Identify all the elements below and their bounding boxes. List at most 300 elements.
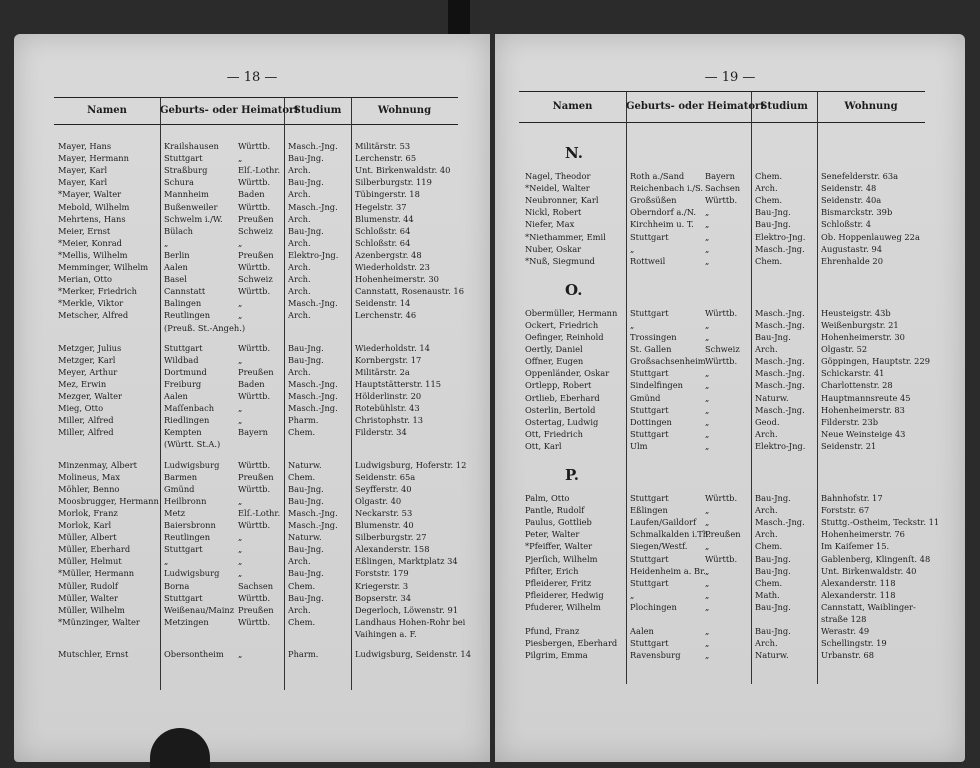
cell-wohnung: Militärstr. 2a xyxy=(355,366,410,377)
cell-land: Württb. xyxy=(238,483,271,494)
table-row xyxy=(14,507,490,519)
cell-wohnung: Forststr. 179 xyxy=(355,568,409,579)
table-header-rule xyxy=(519,122,925,123)
cell-studium: Masch.-Jng. xyxy=(755,368,805,379)
cell-ort: Baiersbronn xyxy=(164,520,216,530)
cell-ort: Kirchheim u. T. xyxy=(630,219,694,230)
cell-name: Piesbergen, Eberhard xyxy=(525,638,618,649)
cell-wohnung: Bahnhofstr. 17 xyxy=(821,493,883,503)
cell-wohnung: Urbanstr. 68 xyxy=(821,650,875,661)
cell-land: „ xyxy=(238,403,243,414)
table-row xyxy=(14,616,490,628)
cell-name: Mayer, Karl xyxy=(58,177,108,188)
cell-ort: Stuttgart xyxy=(164,153,203,164)
cell-land: Elſ.-Lothr. xyxy=(238,165,281,176)
cell-land: „ xyxy=(705,368,710,379)
cell-land: „ xyxy=(238,237,243,248)
cell-name: Pfleiderer, Fritz xyxy=(525,577,592,588)
cell-studium: Arch. xyxy=(755,505,778,516)
cell-land: „ xyxy=(238,298,243,309)
header-namen: Namen xyxy=(87,105,127,116)
cell-wohnung: Seidenstr. 21 xyxy=(821,440,877,451)
cell-ort: Bußenweiler xyxy=(164,201,218,212)
cell-land: Württb. xyxy=(238,459,271,470)
table-header-rule xyxy=(54,124,458,125)
cell-wohnung: Seyfferstr. 40 xyxy=(355,483,412,494)
cell-wohnung: Tübingerstr. 18 xyxy=(355,189,420,200)
cell-land: „ xyxy=(705,207,710,218)
cell-studium: Arch. xyxy=(288,274,311,285)
cell-studium: Arch. xyxy=(288,213,311,224)
cell-wohnung: Hauptmannsreute 45 xyxy=(821,392,911,403)
cell-ort: „ xyxy=(630,589,635,600)
cell-wohnung: Seidenstr. 14 xyxy=(355,298,411,309)
cell-ort: Eßlingen xyxy=(630,505,668,516)
cell-name: *Meier, Konrad xyxy=(58,237,122,248)
cell-land: Preußen xyxy=(238,604,274,615)
cell-land: „ xyxy=(705,255,710,266)
table-row xyxy=(14,225,490,237)
table-row xyxy=(14,648,490,660)
cell-ort: Stuttgart xyxy=(630,307,669,318)
cell-name: Ockert, Friedrich xyxy=(525,319,599,330)
cell-ort: Dortmund xyxy=(164,366,207,377)
cell-studium: Arch. xyxy=(755,344,778,355)
cell-studium: Chem. xyxy=(288,616,316,627)
cell-name: Palm, Otto xyxy=(525,493,570,503)
cell-ort: Stuttgart xyxy=(164,592,203,603)
cell-land: Preußen xyxy=(705,529,741,540)
header-heimatort: Geburts- oder Heimatort xyxy=(626,101,765,112)
cell-ort: Stuttgart xyxy=(630,493,669,503)
cell-ort: Reichenbach i./S. xyxy=(630,183,704,194)
table-row xyxy=(14,580,490,592)
cell-studium: Arch. xyxy=(755,183,778,194)
cell-ort: Kempten xyxy=(164,427,202,438)
cell-name: Morlok, Franz xyxy=(58,507,118,518)
cell-name: Müller, Eberhard xyxy=(58,544,131,555)
cell-name: Osterlin, Bertold xyxy=(525,404,596,415)
cell-land: „ xyxy=(705,219,710,230)
cell-studium: Elektro-Jng. xyxy=(288,249,339,260)
cell-land: Württb. xyxy=(238,141,271,151)
table-row xyxy=(14,309,490,321)
cell-name: Mieg, Otto xyxy=(58,403,104,414)
table-row xyxy=(14,164,490,176)
cell-wohnung: Ludwigsburg, Hoferstr. 12 xyxy=(355,459,467,470)
cell-studium: Bau-Jng. xyxy=(288,354,324,365)
cell-name: Pjerſich, Wilhelm xyxy=(525,553,598,564)
cell-ort: Rottweil xyxy=(630,255,666,266)
table-row xyxy=(14,438,490,450)
cell-studium: Masch.-Jng. xyxy=(755,517,805,528)
cell-land: Baden xyxy=(238,189,265,200)
page-number: — 18 — xyxy=(226,70,278,85)
cell-ort: Siegen/Westf. xyxy=(630,541,688,552)
cell-wohnung: Kriegerstr. 3 xyxy=(355,580,409,591)
header-wohnung: Wohnung xyxy=(844,101,898,112)
cell-name: Obermüller, Hermann xyxy=(525,307,618,318)
cell-name: Pantle, Rudolf xyxy=(525,505,585,516)
cell-name: Mayer, Karl xyxy=(58,165,108,176)
cell-wohnung: Gablenberg, Klingenſt. 48 xyxy=(821,553,931,564)
cell-wohnung: Hohenheimerstr. 83 xyxy=(821,404,905,415)
cell-wohnung: Lerchenstr. 65 xyxy=(355,153,417,164)
table-row xyxy=(495,428,965,440)
cell-land: „ xyxy=(705,428,710,439)
cell-ort: Roth a./Sand xyxy=(630,171,685,181)
cell-land: „ xyxy=(238,649,243,659)
cell-studium: Chem. xyxy=(755,195,783,206)
cell-name: Nickl, Robert xyxy=(525,207,582,218)
table-row xyxy=(14,483,490,495)
cell-wohnung: Neue Weinsteige 43 xyxy=(821,428,906,439)
cell-studium: Bau-Jng. xyxy=(288,483,324,494)
table-row xyxy=(495,440,965,452)
cell-ort: Dottingen xyxy=(630,416,672,427)
cell-wohnung: Schickarstr. 41 xyxy=(821,368,885,379)
cell-ort: Ulm xyxy=(630,440,648,451)
cell-wohnung: Seidenstr. 65a xyxy=(355,471,416,482)
cell-studium: Chem. xyxy=(755,255,783,266)
cell-wohnung: Seidenstr. 40a xyxy=(821,195,882,206)
cell-wohnung: Schloßstr. 64 xyxy=(355,225,411,236)
cell-name: *Niethammer, Emil xyxy=(525,231,606,242)
cell-ort: Stuttgart xyxy=(630,553,669,564)
cell-land: Bayern xyxy=(238,427,268,438)
cell-name: *Neidel, Walter xyxy=(525,183,590,194)
cell-land: „ xyxy=(238,354,243,365)
cell-studium: Bau-Jng. xyxy=(288,495,324,506)
section-letter: N. xyxy=(565,144,583,162)
table-row xyxy=(495,218,965,230)
cell-ort: Riedlingen xyxy=(164,415,210,426)
cell-land: Preußen xyxy=(238,213,274,224)
table-row xyxy=(495,577,965,589)
cell-land: Württb. xyxy=(238,391,271,401)
cell-land: Sachsen xyxy=(238,580,274,591)
table-row xyxy=(495,404,965,416)
cell-ort: Straßburg xyxy=(164,165,208,176)
cell-wohnung: Filderstr. 23b xyxy=(821,416,879,427)
cell-wohnung: Hohenheimerstr. 76 xyxy=(821,529,905,540)
cell-wohnung: Wiederholdstr. 14 xyxy=(355,342,430,353)
cell-wohnung: Vaihingen a. F. xyxy=(355,628,417,639)
cell-name: Morlok, Karl xyxy=(58,520,112,530)
cell-studium: Bau-Jng. xyxy=(755,565,791,576)
cell-studium: Masch.-Jng. xyxy=(755,404,805,415)
table-row xyxy=(14,176,490,188)
cell-name: Miller, Alfred xyxy=(58,427,114,438)
cell-land: „ xyxy=(238,556,243,567)
cell-wohnung: Filderstr. 34 xyxy=(355,427,407,438)
cell-ort: Cannstatt xyxy=(164,286,206,297)
cell-wohnung: Werastr. 49 xyxy=(821,626,870,637)
cell-ort: Ludwigsburg xyxy=(164,568,220,579)
cell-name: Müller, Rudolf xyxy=(58,580,119,591)
cell-name: Pfiſter, Erich xyxy=(525,565,579,576)
cell-name: *Münzinger, Walter xyxy=(58,616,140,627)
table-row xyxy=(14,249,490,261)
book-spine xyxy=(448,0,470,34)
cell-name: Peter, Walter xyxy=(525,529,580,540)
table-row xyxy=(495,307,965,319)
cell-studium: Bau-Jng. xyxy=(288,342,324,353)
cell-wohnung: Rotebühlstr. 43 xyxy=(355,403,420,414)
cell-studium: Bau-Jng. xyxy=(288,544,324,555)
cell-studium: Masch.-Jng. xyxy=(755,319,805,330)
cell-ort: Krailshausen xyxy=(164,141,219,151)
cell-land: „ xyxy=(238,495,243,506)
cell-wohnung: Stuttg.-Ostheim, Teckstr. 11 xyxy=(821,517,940,528)
cell-ort: Wildbad xyxy=(164,354,199,365)
header-namen: Namen xyxy=(552,101,593,112)
cell-land: „ xyxy=(705,392,710,403)
table-row xyxy=(495,206,965,218)
cell-ort: Großsachsenheim xyxy=(630,356,706,367)
cell-name: Ott, Karl xyxy=(525,440,562,451)
cell-name: Pilgrim, Emma xyxy=(525,650,588,661)
cell-name: Mayer, Hans xyxy=(58,141,112,151)
table-row xyxy=(14,188,490,200)
cell-ort: Schmalkalden i.Th. xyxy=(630,529,711,540)
cell-name: Nagel, Theodor xyxy=(525,171,591,181)
cell-ort: Stuttgart xyxy=(164,544,203,555)
cell-ort: Sindelfingen xyxy=(630,380,683,391)
cell-ort: Laufen/Gaildorf xyxy=(630,517,697,528)
cell-studium: Chem. xyxy=(288,580,316,591)
cell-land: „ xyxy=(238,310,243,321)
cell-name: *Merker, Friedrich xyxy=(58,286,137,297)
table-row xyxy=(14,322,490,334)
cell-land: Württb. xyxy=(238,177,271,188)
cell-ort: Borna xyxy=(164,580,190,591)
cell-studium: Masch.-Jng. xyxy=(288,378,338,389)
cell-name: Ott, Friedrich xyxy=(525,428,583,439)
table-row xyxy=(495,170,965,182)
table-row xyxy=(14,273,490,285)
cell-land: „ xyxy=(705,565,710,576)
cell-wohnung: Im Kaiſemer 15. xyxy=(821,541,890,552)
table-row xyxy=(495,516,965,528)
table-row xyxy=(14,201,490,213)
cell-land: „ xyxy=(238,544,243,555)
cell-studium: Bau-Jng. xyxy=(755,626,791,637)
cell-ort: (Preuß. St.-Angeh.) xyxy=(164,322,246,333)
cell-name: Niefer, Max xyxy=(525,219,575,230)
table-row xyxy=(14,213,490,225)
cell-land: „ xyxy=(705,589,710,600)
cell-name: Paulus, Gottlieb xyxy=(525,517,592,528)
cell-ort: Reutlingen xyxy=(164,310,211,321)
table-row xyxy=(14,592,490,604)
cell-studium: Geod. xyxy=(755,416,780,427)
cell-land: Württb. xyxy=(238,342,271,353)
cell-name: Pfund, Franz xyxy=(525,626,580,637)
cell-name: Oertly, Daniel xyxy=(525,344,583,355)
cell-studium: Bau-Jng. xyxy=(755,493,791,503)
cell-wohnung: Cannstatt, Waiblinger- xyxy=(821,601,916,612)
cell-ort: Stuttgart xyxy=(630,368,669,379)
table-row xyxy=(495,243,965,255)
table-row xyxy=(495,589,965,601)
cell-wohnung: Hölderlinstr. 20 xyxy=(355,391,422,401)
cell-name: Ortlepp, Robert xyxy=(525,380,592,391)
cell-studium: Bau-Jng. xyxy=(288,592,324,603)
header-studium: Studium xyxy=(760,101,808,112)
cell-studium: Bau-Jng. xyxy=(755,601,791,612)
cell-name: Minzenmay, Albert xyxy=(58,459,137,470)
cell-land: Preußen xyxy=(238,471,274,482)
cell-studium: Bau-Jng. xyxy=(755,332,791,342)
table-row xyxy=(14,604,490,616)
cell-wohnung: Augustastr. 94 xyxy=(821,243,883,254)
cell-studium: Elektro-Jng. xyxy=(755,440,806,451)
cell-name: Mez, Erwin xyxy=(58,378,107,389)
cell-land: „ xyxy=(705,577,710,588)
table-row xyxy=(14,237,490,249)
cell-studium: Masch.-Jng. xyxy=(288,141,338,151)
cell-name: Miller, Alfred xyxy=(58,415,114,426)
cell-studium: Bau-Jng. xyxy=(288,153,324,164)
table-row xyxy=(495,492,965,504)
table-row xyxy=(14,628,490,640)
cell-land: „ xyxy=(238,532,243,543)
table-row xyxy=(14,140,490,152)
cell-land: „ xyxy=(705,638,710,649)
cell-ort: Obersontheim xyxy=(164,649,224,659)
cell-studium: Masch.-Jng. xyxy=(288,507,338,518)
cell-land: „ xyxy=(705,650,710,661)
cell-ort: Gmünd xyxy=(164,483,195,494)
cell-wohnung: Alexanderstr. 118 xyxy=(821,577,896,588)
cell-name: Mebold, Wilhelm xyxy=(58,201,130,212)
cell-ort: Stuttgart xyxy=(630,231,669,242)
cell-land: Sachsen xyxy=(705,183,741,194)
cell-ort: „ xyxy=(164,556,169,567)
cell-studium: Arch. xyxy=(288,189,311,200)
table-row xyxy=(495,331,965,343)
cell-studium: Arch. xyxy=(288,286,311,297)
cell-ort: Aalen xyxy=(164,262,188,272)
cell-name: *Nuß, Siegmund xyxy=(525,255,595,266)
cell-name: Mehrtens, Hans xyxy=(58,213,126,224)
table-row xyxy=(14,555,490,567)
cell-ort: „ xyxy=(630,243,635,254)
cell-studium: Masch.-Jng. xyxy=(755,380,805,391)
cell-studium: Masch.-Jng. xyxy=(755,356,805,367)
table-row xyxy=(495,355,965,367)
cell-studium: Bau-Jng. xyxy=(288,568,324,579)
table-row xyxy=(14,354,490,366)
cell-wohnung: Lerchenstr. 46 xyxy=(355,310,417,321)
cell-land: „ xyxy=(705,505,710,516)
cell-name: Oefinger, Reinhold xyxy=(525,332,604,342)
cell-ort: Großsüßen xyxy=(630,195,677,206)
cell-studium: Arch. xyxy=(288,237,311,248)
table-row xyxy=(495,613,965,625)
cell-studium: Bau-Jng. xyxy=(755,207,791,218)
cell-name: Pfuderer, Wilhelm xyxy=(525,601,601,612)
table-row xyxy=(495,255,965,267)
cell-ort: St. Gallen xyxy=(630,344,672,355)
table-row xyxy=(14,378,490,390)
cell-studium: Arch. xyxy=(755,428,778,439)
cell-name: Moosbrugger, Hermann xyxy=(58,495,159,506)
cell-land: Baden xyxy=(238,378,265,389)
cell-name: *Pfeiffer, Walter xyxy=(525,541,593,552)
cell-name: Oppenländer, Oskar xyxy=(525,368,610,379)
cell-name: Möhler, Benno xyxy=(58,483,120,494)
cell-land: „ xyxy=(705,440,710,451)
cell-name: Müller, Albert xyxy=(58,532,117,543)
cell-land: „ xyxy=(238,415,243,426)
cell-land: „ xyxy=(705,517,710,528)
cell-studium: Arch. xyxy=(755,638,778,649)
cell-studium: Arch. xyxy=(288,366,311,377)
cell-wohnung: Göppingen, Hauptstr. 229 xyxy=(821,356,931,367)
cell-land: „ xyxy=(705,416,710,427)
cell-wohnung: Hauptstätterstr. 115 xyxy=(355,378,442,389)
table-row xyxy=(14,390,490,402)
cell-wohnung: Charlottenstr. 28 xyxy=(821,380,893,391)
cell-land: „ xyxy=(705,626,710,637)
table-row xyxy=(495,416,965,428)
table-row xyxy=(14,543,490,555)
cell-land: „ xyxy=(705,380,710,391)
cell-wohnung: Ehrenhalde 20 xyxy=(821,255,883,266)
cell-land: Preußen xyxy=(238,249,274,260)
cell-ort: Bülach xyxy=(164,225,194,236)
cell-studium: Arch. xyxy=(288,165,311,176)
cell-wohnung: Hohenheimerstr. 30 xyxy=(355,274,439,285)
cell-land: Württb. xyxy=(238,201,271,212)
table-row xyxy=(14,402,490,414)
cell-wohnung: Cannstatt, Rosenaustr. 16 xyxy=(355,286,464,297)
cell-land: Preußen xyxy=(238,366,274,377)
cell-studium: Bau-Jng. xyxy=(288,177,324,188)
table-row xyxy=(14,567,490,579)
table-row xyxy=(495,601,965,613)
table-row xyxy=(14,495,490,507)
cell-wohnung: Bismarckstr. 39b xyxy=(821,207,893,218)
cell-wohnung: Militärstr. 53 xyxy=(355,141,411,151)
cell-land: „ xyxy=(705,243,710,254)
cell-name: Ostertag, Ludwig xyxy=(525,416,599,427)
cell-studium: Naturw. xyxy=(755,650,789,661)
cell-wohnung: Azenbergstr. 48 xyxy=(355,249,422,260)
cell-studium: Arch. xyxy=(288,556,311,567)
table-row xyxy=(495,540,965,552)
cell-ort: Trossingen xyxy=(630,332,677,342)
cell-studium: Chem. xyxy=(755,541,783,552)
cell-name: Memminger, Wilhelm xyxy=(58,262,149,272)
cell-wohnung: Seidenstr. 48 xyxy=(821,183,877,194)
page-left xyxy=(14,34,490,762)
cell-wohnung: Silberburgstr. 119 xyxy=(355,177,432,188)
cell-land: „ xyxy=(705,231,710,242)
table-row xyxy=(495,343,965,355)
cell-wohnung: Ludwigsburg, Seidenstr. 14 xyxy=(355,649,471,659)
section-letter: P. xyxy=(565,466,580,484)
table-row xyxy=(14,459,490,471)
cell-ort: Berlin xyxy=(164,249,190,260)
table-top-rule xyxy=(54,97,458,98)
cell-wohnung: Blumenstr. 44 xyxy=(355,213,414,224)
cell-name: *Merkle, Viktor xyxy=(58,298,124,309)
cell-name: Mutschler, Ernst xyxy=(58,649,129,659)
cell-name: Metzger, Karl xyxy=(58,354,116,365)
